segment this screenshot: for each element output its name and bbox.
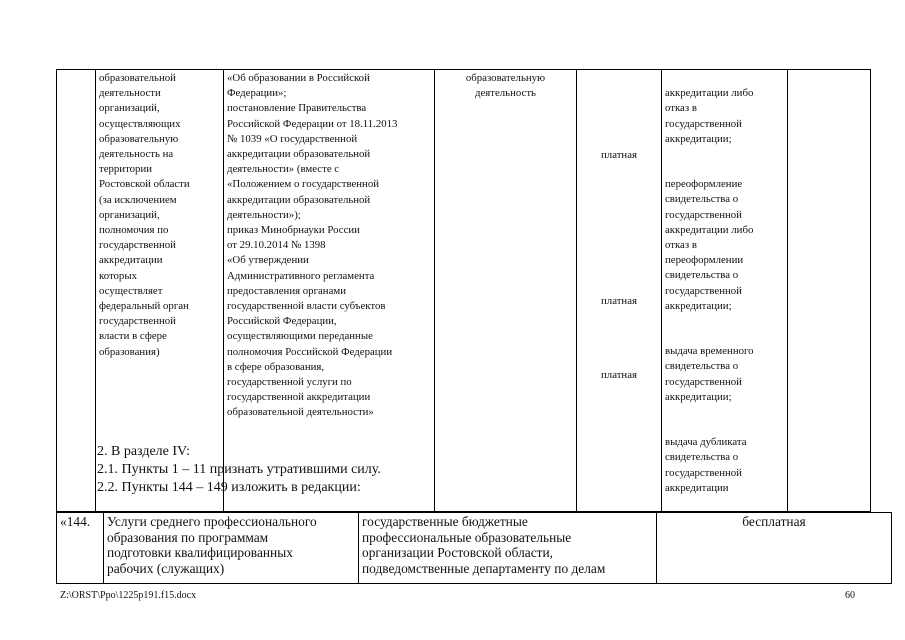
table-row bbox=[57, 513, 892, 584]
services-table-new bbox=[56, 512, 892, 584]
row-number-cell bbox=[57, 70, 96, 512]
result-item: выдача дубликата свидетельства о государственной аккредитации bbox=[665, 436, 747, 494]
result-cell bbox=[662, 70, 788, 512]
result-item: переоформление свидетельства о государственной аккредитации либо отказ в переоформлении свидетельства о государственной аккредитации; bbox=[665, 178, 754, 312]
service-name: Услуги среднего профессионального образования по программам подготовки квалифицированных рабочих (служащих) bbox=[104, 513, 359, 584]
section-heading: 2. В разделе IV: bbox=[97, 444, 190, 459]
extra-cell bbox=[788, 70, 871, 512]
provider-organizations: государственные бюджетные профессиональные образовательные организации Ростовской области, подведомственные департаменту по делам bbox=[359, 513, 657, 584]
activity-cell bbox=[435, 70, 577, 512]
activity-text: образовательную деятельность bbox=[465, 72, 546, 100]
service-name-text: образовательной деятельности организаций, осуществляющих образовательную деятельность на территории Ростовской области (за исключением организаций, полномочия по государственной аккредитации которых осуществляет федеральный орган государственной власти в сфере образования) bbox=[99, 72, 190, 358]
document-path: Z:\ORST\Ppo\1225p191.f15.docx bbox=[60, 590, 197, 601]
fee-cell bbox=[577, 70, 662, 512]
page-number: 60 bbox=[845, 590, 855, 601]
result-item: выдача временного свидетельства о государственной аккредитации; bbox=[665, 345, 754, 403]
fee-label: платная bbox=[601, 369, 637, 381]
fee-label: платная bbox=[601, 295, 637, 307]
legal-basis-text: «Об образовании в Российской Федерации»; постановление Правительства Российской Федерации от 18.11.2013 № 1039 «О государственной аккредитации образовательной деятельности» (вместе с «Положением о государственной аккредитации образовательной деятельности»); приказ Минобрнауки России от 29.10.2014 № 1398 «Об утверждении Административного регламента предоставления органами государственной власти субъектов Российской Федерации, осуществляющими переданные полномочия Российской Федерации в сфере образования, государственной услуги по государственной аккредитации образовательной деятельности» bbox=[227, 72, 398, 419]
result-item: аккредитации либо отказ в государственной аккредитации; bbox=[665, 87, 754, 145]
item-number: «144. bbox=[57, 513, 104, 584]
amendment-clause: 2.2. Пункты 144 – 149 изложить в редакции: bbox=[97, 480, 361, 495]
amendment-clause: 2.1. Пункты 1 – 11 признать утратившими силу. bbox=[97, 462, 381, 477]
amendment-section bbox=[97, 443, 381, 497]
fee-label: платная bbox=[601, 149, 637, 161]
fee-status: бесплатная bbox=[657, 513, 892, 584]
